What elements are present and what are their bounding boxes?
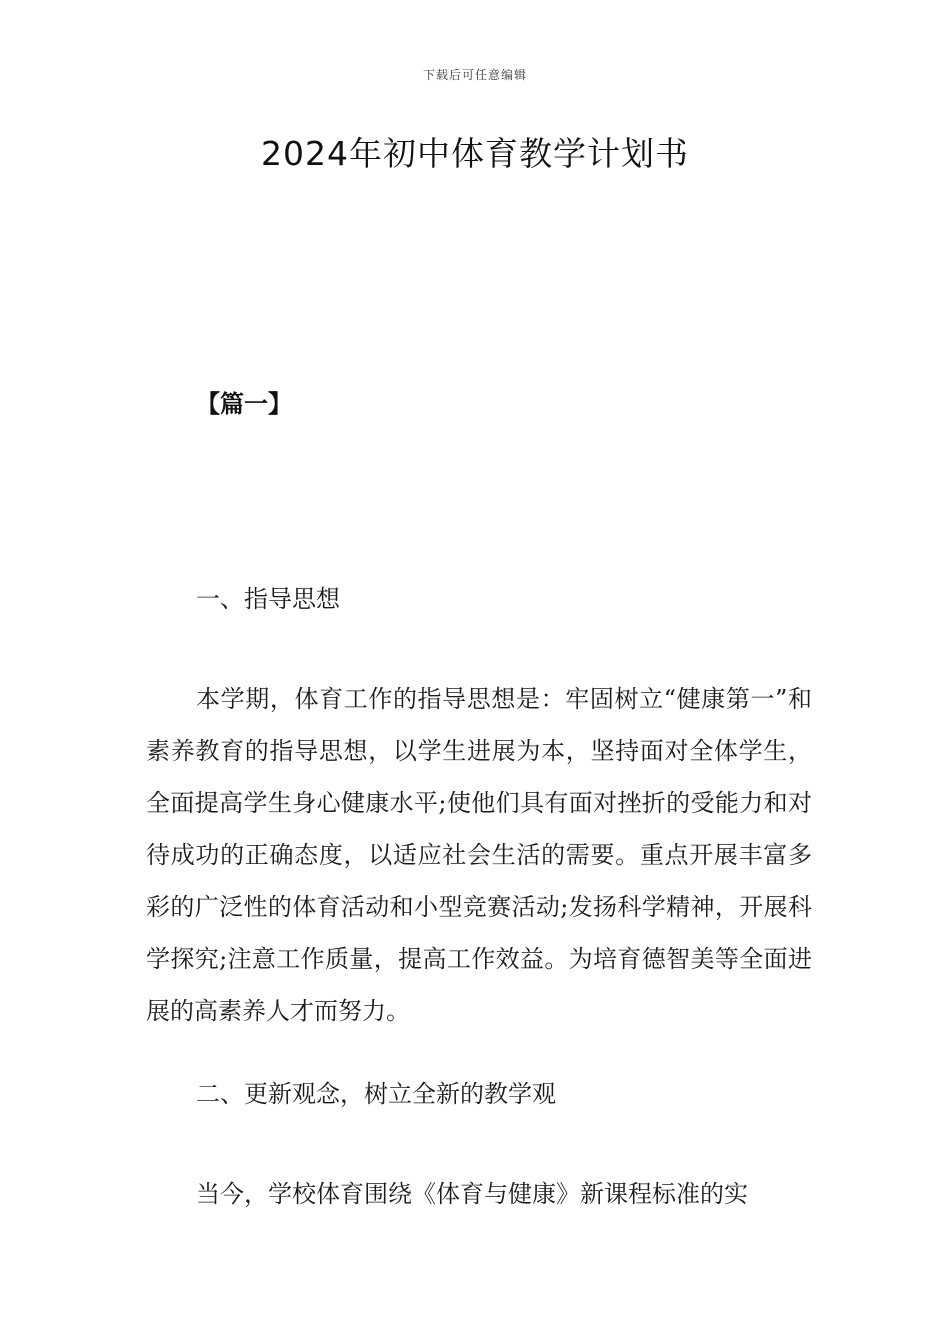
section-label: 【篇一】 bbox=[196, 389, 292, 418]
heading-text: 二、更新观念，树立全新的教学观 bbox=[196, 1080, 556, 1108]
heading-text: 一、指导思想 bbox=[196, 585, 340, 613]
section-heading-new-concepts bbox=[146, 1068, 812, 1120]
paragraph-text: 本学期，体育工作的指导思想是：牢固树立“健康第一”和素养教育的指导思想，以学生进展为本，坚持面对全体学生，全面提高学生身心健康水平;使他们具有面对挫折的受能力和对待成功的正确态度，以适应社会生活的需要。重点开展丰富多彩的广泛性的体育活动和小型竞赛活动;发扬科学精神，开展科学探究;注意工作质量，提高工作效益。为培育德智美等全面进展的高素养人才而努力。 bbox=[146, 685, 812, 1025]
document-title: 2024年初中体育教学计划书 bbox=[261, 134, 689, 173]
paragraph-text: 当今，学校体育围绕《体育与健康》新课程标准的实 bbox=[196, 1180, 748, 1208]
paragraph-guiding-thought bbox=[146, 673, 812, 1037]
header-note: 下载后可任意编辑 bbox=[422, 68, 527, 82]
paragraph-new-concepts bbox=[146, 1168, 812, 1220]
section-heading-guiding-thought bbox=[146, 573, 812, 625]
